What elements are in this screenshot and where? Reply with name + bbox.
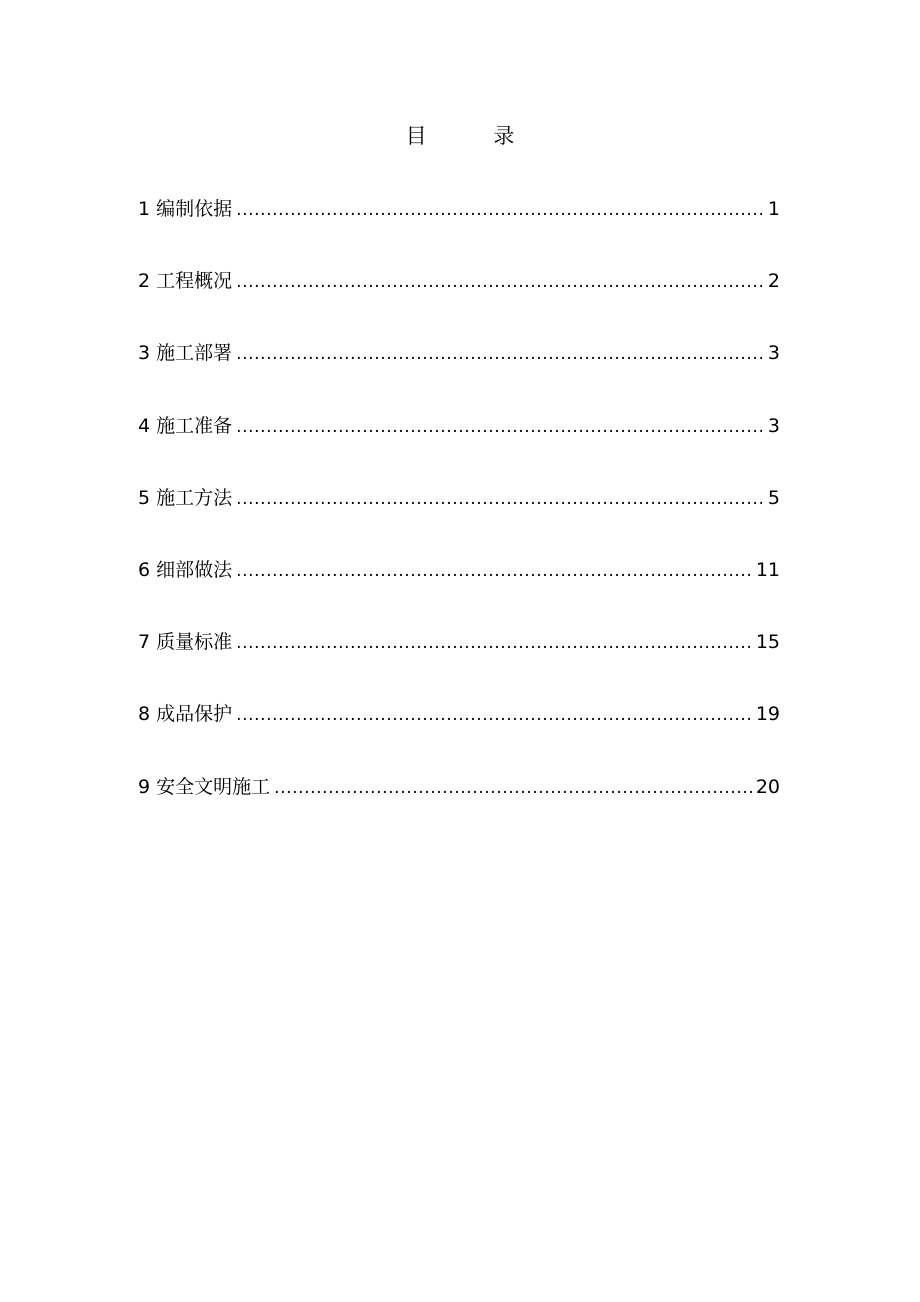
table-of-contents xyxy=(138,190,780,840)
toc-entry-number: 1 xyxy=(138,198,151,220)
toc-entry-number: 6 xyxy=(138,558,151,581)
toc-dot-leader xyxy=(236,480,766,518)
toc-entry-page: 20 xyxy=(755,775,780,798)
toc-entry-label: 安全文明施工 xyxy=(156,775,271,798)
toc-dot-leader xyxy=(236,696,754,734)
toc-dot-leader xyxy=(236,335,766,373)
toc-dot-leader xyxy=(236,624,754,662)
toc-dot-leader xyxy=(236,408,766,446)
toc-entry-page: 5 xyxy=(767,486,780,509)
toc-entry[interactable] xyxy=(138,623,780,695)
toc-entry-label: 细部做法 xyxy=(156,558,233,581)
toc-entry-page: 11 xyxy=(755,558,780,581)
toc-entry[interactable] xyxy=(138,479,780,551)
toc-entry-number: 3 xyxy=(138,342,151,365)
toc-entry-number: 9 xyxy=(138,775,151,798)
toc-entry[interactable] xyxy=(138,768,780,840)
toc-entry-page: 19 xyxy=(755,703,780,726)
toc-entry-number: 4 xyxy=(138,414,151,437)
toc-entry-page: 15 xyxy=(755,631,780,654)
toc-entry[interactable] xyxy=(138,551,780,623)
toc-entry-number: 8 xyxy=(138,703,151,726)
toc-entry[interactable] xyxy=(138,190,780,262)
toc-entry[interactable] xyxy=(138,695,780,767)
toc-entry-label: 编制依据 xyxy=(156,198,233,220)
toc-entry-page: 1 xyxy=(767,198,780,220)
toc-entry-label: 工程概况 xyxy=(156,270,233,293)
toc-entry-label: 成品保护 xyxy=(156,703,233,726)
toc-entry-label: 施工准备 xyxy=(156,414,233,437)
toc-entry-label: 施工部署 xyxy=(156,342,233,365)
toc-entry-page: 2 xyxy=(767,270,780,293)
toc-dot-leader xyxy=(274,769,754,807)
toc-entry-label: 质量标准 xyxy=(156,631,233,654)
toc-entry-number: 2 xyxy=(138,270,151,293)
toc-entry[interactable] xyxy=(138,407,780,479)
toc-entry[interactable] xyxy=(138,262,780,334)
toc-entry[interactable] xyxy=(138,334,780,406)
toc-entry-page: 3 xyxy=(767,342,780,365)
toc-dot-leader xyxy=(236,552,754,590)
toc-entry-number: 5 xyxy=(138,486,151,509)
toc-entry-page: 3 xyxy=(767,414,780,437)
toc-dot-leader xyxy=(236,191,766,229)
toc-entry-number: 7 xyxy=(138,631,151,654)
toc-title: 目 录 xyxy=(405,124,545,148)
toc-dot-leader xyxy=(236,263,766,301)
toc-entry-label: 施工方法 xyxy=(156,486,233,509)
